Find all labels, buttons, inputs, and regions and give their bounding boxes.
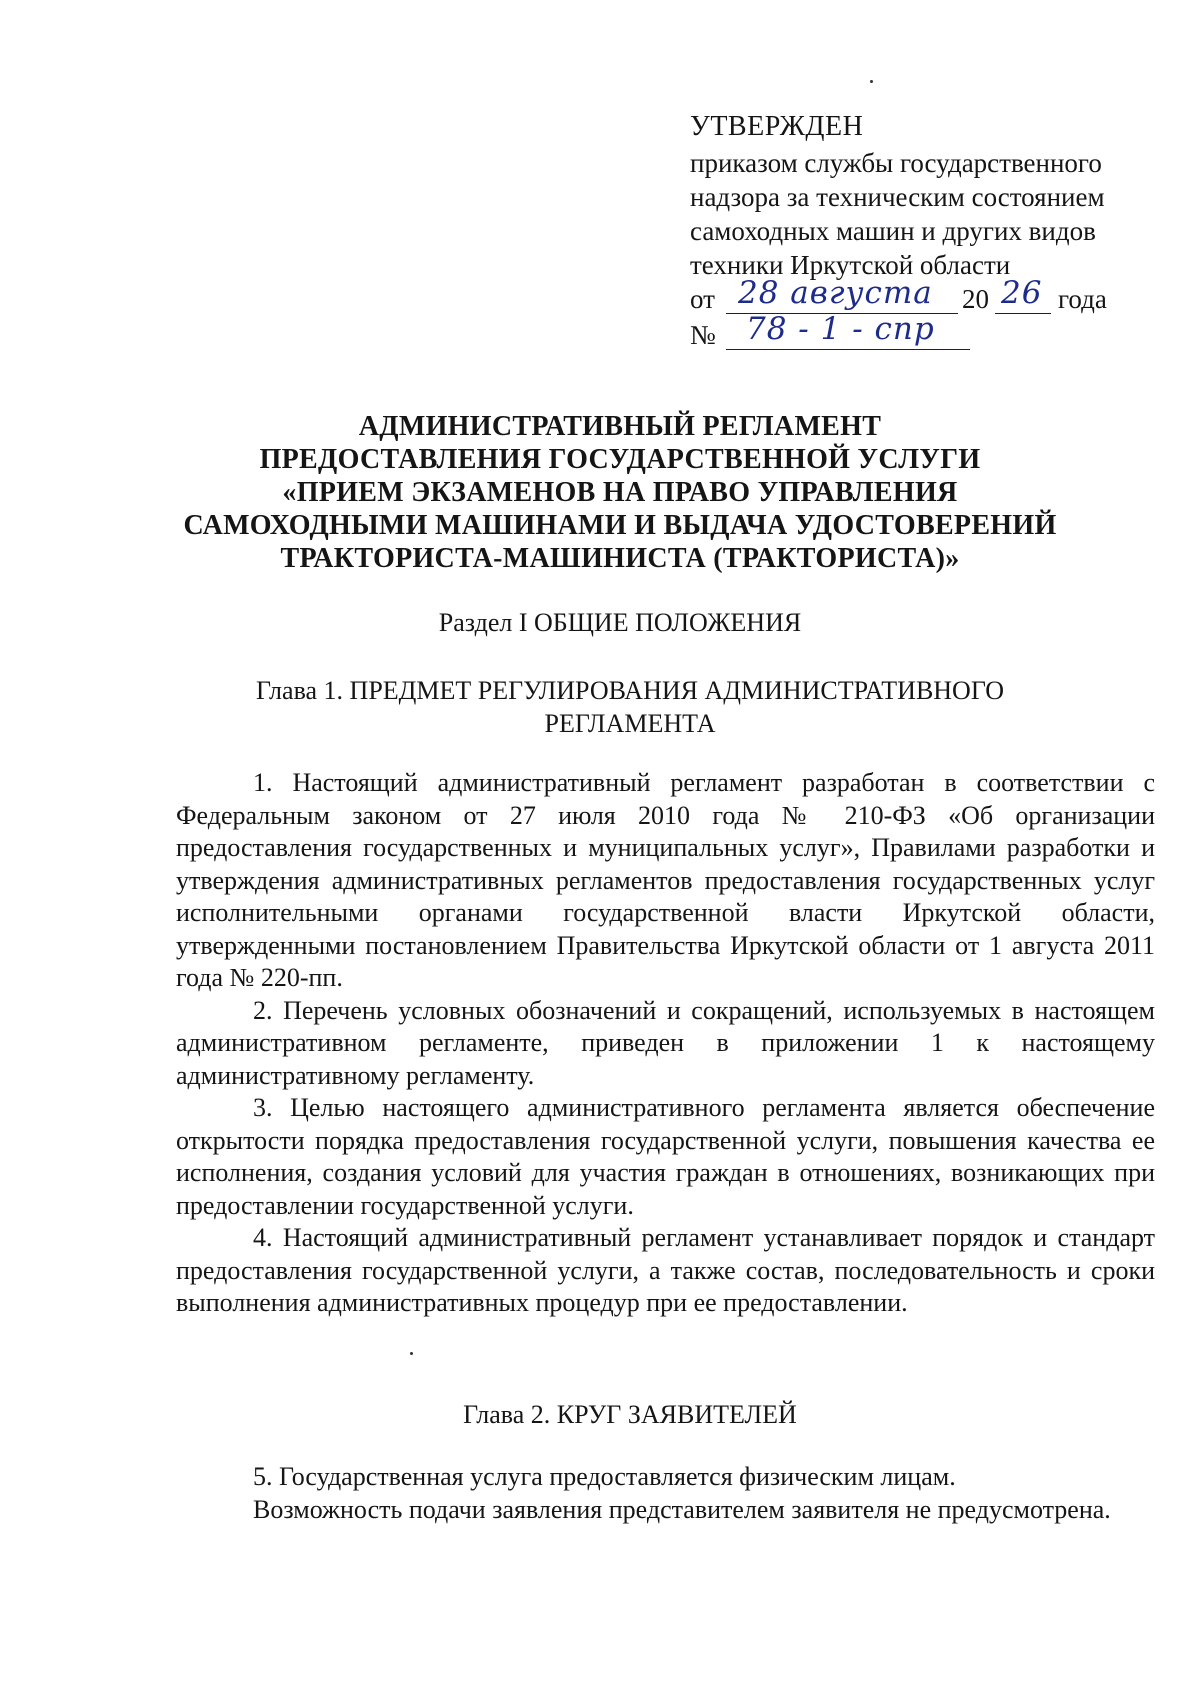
document-title-line: ТРАКТОРИСТА-МАШИНИСТА (ТРАКТОРИСТА)» bbox=[280, 543, 960, 574]
paragraph: 2. Перечень условных обозначений и сокращений, используемых в настоящем административном регламенте, приведен в приложении 1 к настоящему административному регламенту. bbox=[176, 995, 1155, 1090]
chapter-1-line: Глава 1. ПРЕДМЕТ РЕГУЛИРОВАНИЯ АДМИНИСТРАТИВНОГО bbox=[255, 676, 1004, 705]
chapter-2-heading: Глава 2. КРУГ ЗАЯВИТЕЛЕЙ bbox=[463, 1400, 797, 1429]
approval-line: самоходных машин и других видов bbox=[690, 216, 1096, 246]
date-prefix: от bbox=[690, 284, 715, 314]
document-title bbox=[140, 410, 1100, 575]
approval-stamp-block bbox=[690, 110, 1150, 354]
approval-line: приказом службы государственного bbox=[690, 148, 1102, 178]
chapter-1-heading bbox=[160, 674, 1100, 740]
approval-line: надзора за техническим состоянием bbox=[690, 182, 1105, 212]
year-suffix: года bbox=[1058, 284, 1107, 314]
number-underline bbox=[726, 349, 970, 350]
chapter-1-body bbox=[176, 767, 1155, 1320]
paragraph: 5. Государственная услуга предоставляется физическим лицам. bbox=[253, 1462, 956, 1491]
section-heading: Раздел I ОБЩИЕ ПОЛОЖЕНИЯ bbox=[438, 608, 802, 637]
paragraph: Возможность подачи заявления представителем заявителя не предусмотрена. bbox=[253, 1495, 1111, 1524]
paragraph: 3. Целью настоящего административного регламента является обеспечение открытости порядка предоставления государственной услуги, повышения качества ее исполнения, создания условий для участия граждан в отношениях, возникающих при предоставлении государственной услуги. bbox=[176, 1093, 1155, 1220]
document-title-line: ПРЕДОСТАВЛЕНИЯ ГОСУДАРСТВЕННОЙ УСЛУГИ bbox=[259, 444, 981, 475]
number-prefix: № bbox=[690, 320, 716, 350]
number-handwritten: 78 - 1 - спр bbox=[746, 311, 935, 347]
chapter-1-line: РЕГЛАМЕНТА bbox=[544, 709, 716, 738]
approval-number-row bbox=[690, 311, 1150, 354]
date-handwritten: 28 августа bbox=[738, 275, 933, 311]
scan-speck bbox=[870, 80, 873, 83]
year-underline bbox=[995, 313, 1051, 314]
document-title-line: САМОХОДНЫМИ МАШИНАМИ И ВЫДАЧА УДОСТОВЕРЕНИЙ bbox=[183, 510, 1057, 541]
year-prefix: 20 bbox=[962, 284, 989, 314]
paragraph: 4. Настоящий административный регламент устанавливает порядок и стандарт предоставления государственной услуги, а также состав, последовательность и сроки выполнения административных процедур при ее предоставлении. bbox=[176, 1223, 1155, 1317]
approval-title: УТВЕРЖДЕН bbox=[690, 111, 864, 142]
year-handwritten: 26 bbox=[1001, 275, 1043, 311]
scan-speck bbox=[410, 1352, 413, 1355]
chapter-2-body bbox=[176, 1460, 1155, 1526]
document-title-line: «ПРИЕМ ЭКЗАМЕНОВ НА ПРАВО УПРАВЛЕНИЯ bbox=[282, 477, 958, 508]
paragraph: 1. Настоящий административный регламент разработан в соответствии с Федеральным законом от 27 июля 2010 года № 210-ФЗ «Об организации предоставления государственных и муниципальных услуг», Правилами разработки и утверждения административных регламентов предоставления государственных услуг исполнительными органами государственной власти Иркутской области, утвержденными постановлением Правительства Иркутской области от 1 августа 2011 года № 220-пп. bbox=[176, 768, 1155, 992]
document-title-line: АДМИНИСТРАТИВНЫЙ РЕГЛАМЕНТ bbox=[358, 411, 882, 442]
approval-line: техники Иркутской области bbox=[690, 250, 1011, 280]
